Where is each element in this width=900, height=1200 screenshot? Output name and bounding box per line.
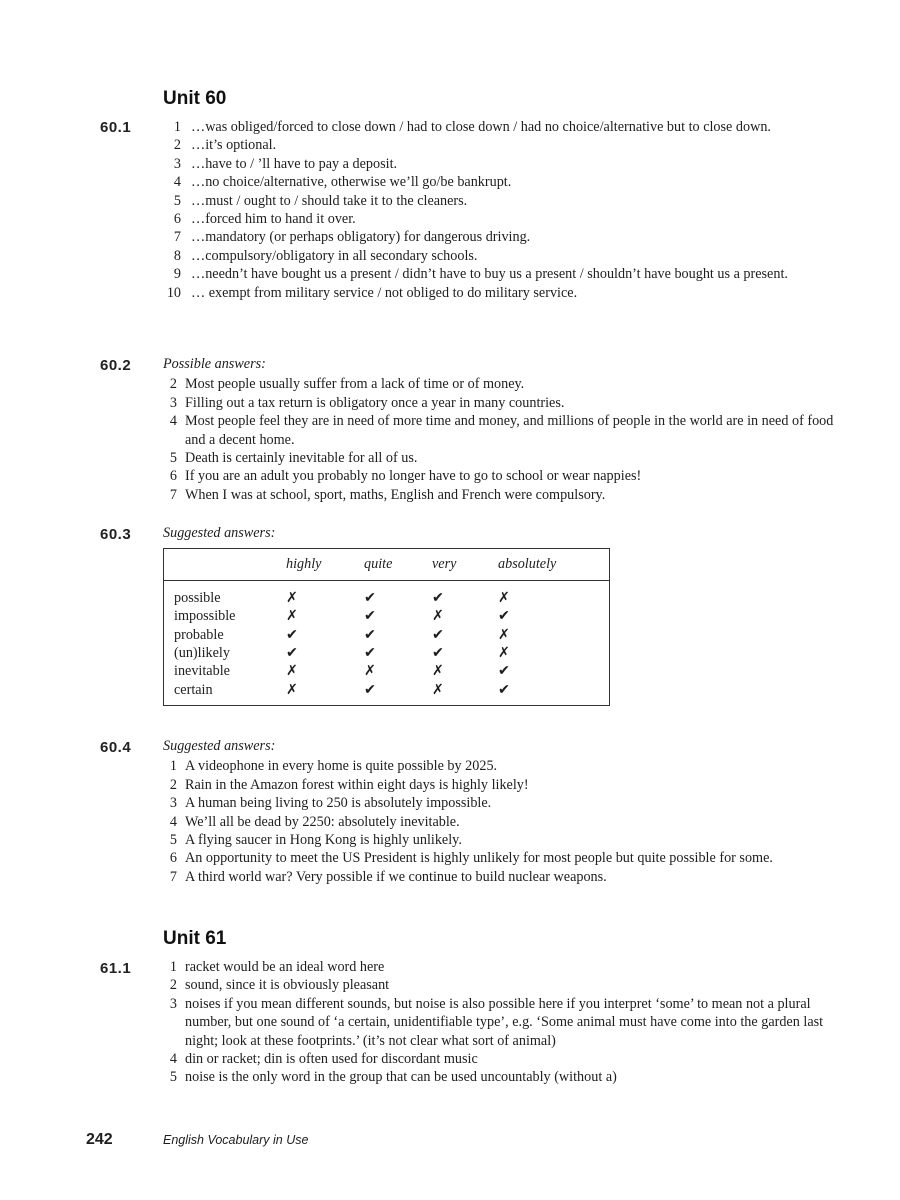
table-cell-mark: ✔ (364, 681, 376, 698)
table-cell-word: (un)likely (174, 645, 230, 662)
answer-item: 5 noise is the only word in the group that can be used uncountably (without a) (169, 1069, 617, 1086)
table-cell-mark: ✔ (364, 608, 376, 625)
table-cell-mark: ✗ (432, 681, 444, 698)
table-cell-mark: ✔ (432, 645, 444, 662)
exercise-number-60-4: 60.4 (100, 739, 132, 756)
table-row (164, 580, 610, 607)
table-cell-mark: ✗ (286, 681, 298, 698)
table-header-cell: absolutely (498, 549, 610, 580)
answer-item: 2 Rain in the Amazon forest within eight days is highly likely! (169, 776, 529, 793)
table-cell-mark: ✗ (498, 645, 510, 662)
answer-item: 3 noises if you mean different sounds, but noise is also possible here if you interpret ‘some’ to mean not a plural number, but one sound of ‘a certain, unidentifiable type’, e.g. ‘Some animal must have come into the garden last night; look at these footprints.’ (it’s not clear what sort of animal) (169, 995, 824, 1049)
table-cell-mark: ✔ (498, 681, 510, 698)
answer-note: Suggested answers: (163, 525, 276, 541)
unit-61-heading: Unit 61 (163, 928, 227, 949)
answer-item: 2 sound, since it is obviously pleasant (169, 977, 390, 994)
table-header-cell: quite (364, 549, 432, 580)
table-row (164, 662, 610, 680)
table-row (164, 681, 610, 706)
answer-item: 1 racket would be an ideal word here (169, 959, 385, 975)
answer-item: 9 …needn’t have bought us a present / didn’t have to buy us a present / shouldn’t have bought us a present. (173, 266, 788, 283)
answer-list-60-4 (163, 757, 843, 886)
answer-item: 7 A third world war? Very possible if we continue to build nuclear weapons. (169, 868, 607, 885)
answer-note: Possible answers: (163, 356, 266, 372)
answer-item: 4 …no choice/alternative, otherwise we’ll go/be bankrupt. (173, 174, 512, 191)
table-cell-mark: ✗ (286, 589, 298, 606)
answer-item: 3 Filling out a tax return is obligatory once a year in many countries. (169, 394, 565, 411)
table-row (164, 607, 610, 625)
page-number: 242 (86, 1131, 113, 1148)
answer-note: Suggested answers: (163, 738, 276, 754)
exercise-60-2 (163, 355, 843, 504)
answer-item: 6 …forced him to hand it over. (173, 211, 356, 228)
exercise-60-1 (163, 118, 843, 302)
table-cell-mark: ✗ (432, 608, 444, 625)
answer-item: 4 Most people feel they are in need of more time and money, and millions of people in the world are in need of food and a decent home. (169, 413, 834, 448)
table-cell-mark: ✗ (286, 608, 298, 625)
answer-item: 2 …it’s optional. (173, 137, 277, 154)
table-cell-mark: ✗ (498, 589, 510, 606)
answer-item: 3 A human being living to 250 is absolutely impossible. (169, 795, 492, 812)
table-cell-mark: ✗ (432, 663, 444, 680)
table-cell-word: possible (174, 589, 221, 606)
answer-item: 6 If you are an adult you probably no longer have to go to school or wear nappies! (169, 468, 642, 485)
answer-item: 1 …was obliged/forced to close down / had to close down / had no choice/alternative but to close down. (173, 119, 771, 135)
answer-item: 8 …compulsory/obligatory in all secondary schools. (173, 247, 478, 264)
answer-list-61-1 (163, 958, 843, 1087)
table-cell-word: inevitable (174, 663, 230, 680)
table-cell-mark: ✗ (498, 626, 510, 643)
table-cell-mark: ✔ (498, 663, 510, 680)
answer-item: 6 An opportunity to meet the US President is highly unlikely for most people but quite possible for some. (169, 850, 773, 867)
answer-item: 7 …mandatory (or perhaps obligatory) for dangerous driving. (173, 229, 531, 246)
exercise-61-1 (163, 958, 843, 1087)
exercise-number-60-3: 60.3 (100, 526, 132, 543)
answer-item: 4 We’ll all be dead by 2250: absolutely inevitable. (169, 813, 460, 830)
exercise-number-60-1: 60.1 (100, 119, 132, 136)
table-cell-mark: ✔ (364, 626, 376, 643)
exercise-60-3 (163, 524, 843, 706)
answer-list-60-1 (163, 118, 843, 302)
answer-item: 5 …must / ought to / should take it to the cleaners. (173, 192, 468, 209)
answer-item: 5 Death is certainly inevitable for all of us. (169, 450, 418, 467)
table-header-cell: very (432, 549, 498, 580)
unit-60-heading: Unit 60 (163, 88, 227, 109)
answer-item: 1 A videophone in every home is quite possible by 2025. (169, 758, 498, 775)
exercise-60-4 (163, 737, 843, 886)
table-cell-mark: ✔ (364, 645, 376, 662)
table-header-cell: highly (286, 549, 364, 580)
table-row (164, 626, 610, 644)
table-header-row (164, 549, 610, 580)
exercise-number-60-2: 60.2 (100, 357, 132, 374)
answer-item: 4 din or racket; din is often used for discordant music (169, 1051, 478, 1068)
table-cell-mark: ✗ (286, 663, 298, 680)
table-cell-mark: ✔ (364, 589, 376, 606)
answer-item: 10 … exempt from military service / not obliged to do military service. (166, 284, 578, 301)
answer-item: 2 Most people usually suffer from a lack of time or of money. (169, 376, 525, 393)
table-cell-mark: ✔ (498, 608, 510, 625)
answer-item: 3 …have to / ’ll have to pay a deposit. (173, 155, 398, 172)
collocation-table (163, 548, 610, 706)
table-cell-mark: ✔ (286, 626, 298, 643)
table-cell-mark: ✔ (286, 645, 298, 662)
table-cell-word: certain (174, 681, 213, 698)
table-header-cell (164, 549, 287, 580)
table-cell-mark: ✗ (364, 663, 376, 680)
table-cell-word: probable (174, 626, 224, 643)
table-cell-mark: ✔ (432, 589, 444, 606)
answer-list-60-2 (163, 375, 843, 504)
table-row (164, 644, 610, 662)
table-cell-mark: ✔ (432, 626, 444, 643)
answer-item: 7 When I was at school, sport, maths, English and French were compulsory. (169, 486, 606, 503)
exercise-number-61-1: 61.1 (100, 960, 132, 977)
answer-item: 5 A flying saucer in Hong Kong is highly unlikely. (169, 832, 462, 849)
book-title: English Vocabulary in Use (163, 1133, 309, 1147)
table-cell-word: impossible (174, 608, 236, 625)
